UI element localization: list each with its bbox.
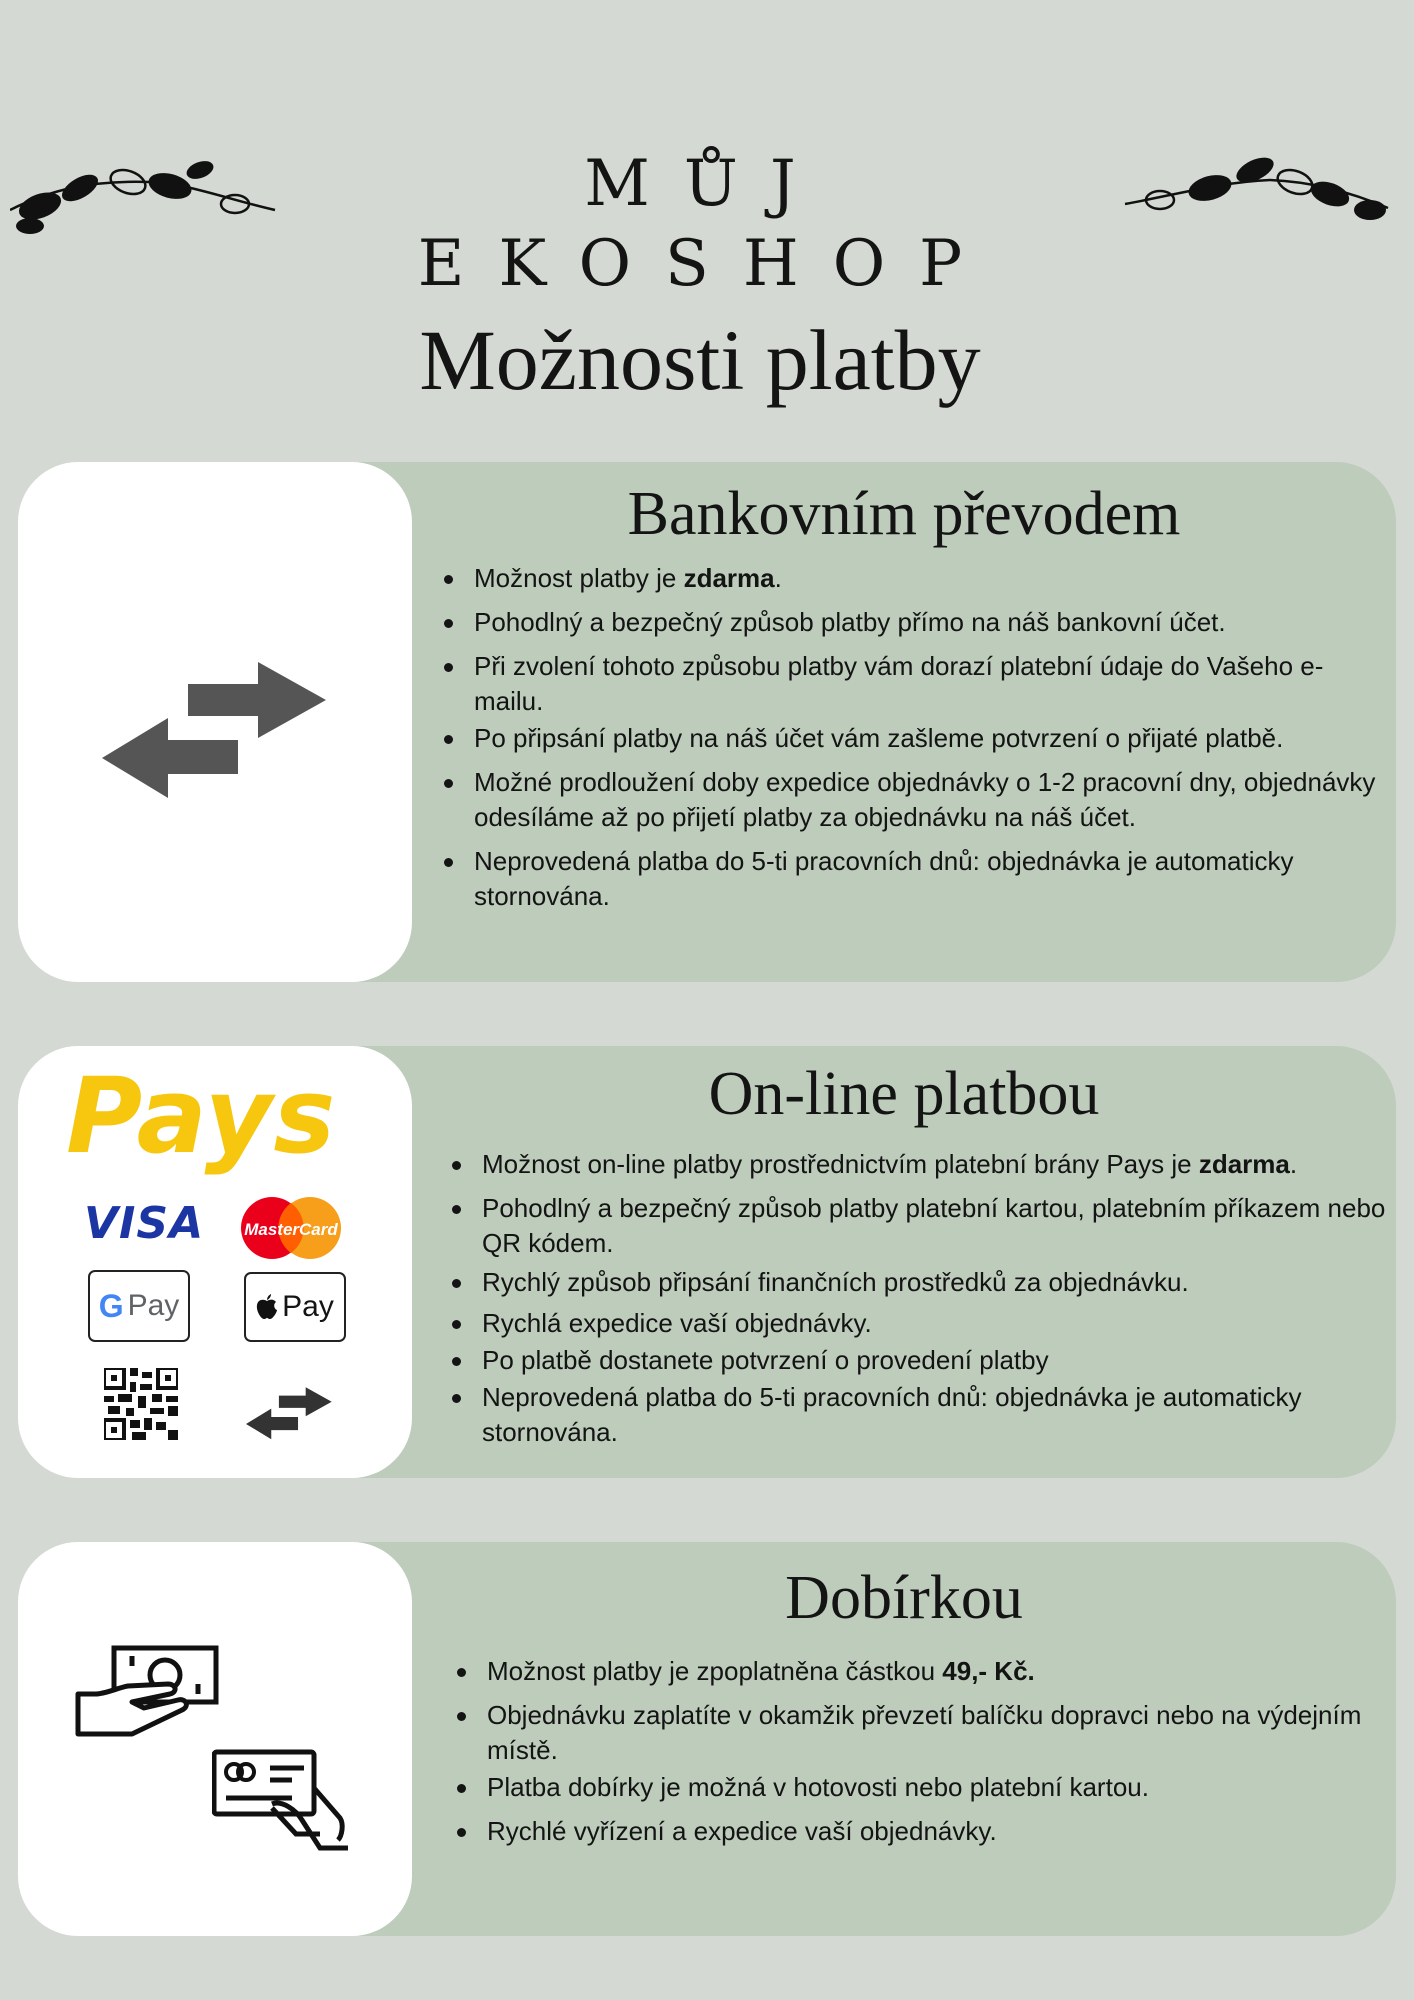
list-item: Neprovedená platba do 5-ti pracovních dnů: objednávka je automaticky stornována.	[439, 844, 1379, 914]
list-item: Neprovedená platba do 5-ti pracovních dnů: objednávka je automaticky stornována.	[447, 1380, 1387, 1450]
list-item: Rychlá expedice vaší objednávky.	[447, 1306, 1387, 1341]
leaf-vine-ornament-right	[1120, 140, 1390, 240]
leaf-vine-ornament-left	[10, 140, 280, 240]
list-item: Pohodlný a bezpečný způsob platby přímo na náš bankovní účet.	[439, 605, 1379, 640]
section-title: Bankovním převodem	[627, 480, 1181, 548]
google-pay-badge	[88, 1270, 190, 1342]
section-title: On-line platbou	[708, 1060, 1100, 1128]
apple-icon	[256, 1294, 278, 1320]
list-item: Rychlé vyřízení a expedice vaší objednávky.	[452, 1814, 1372, 1849]
cash-hand-icon	[74, 1642, 224, 1742]
bullet-list	[452, 1654, 1372, 1858]
google-g-icon: G	[98, 1287, 124, 1324]
list-item: Objednávku zaplatíte v okamžik převzetí balíčku dopravci nebo na výdejním místě.	[452, 1698, 1372, 1768]
mastercard-text: MasterCard	[244, 1220, 338, 1239]
list-item: Při zvolení tohoto způsobu platby vám dorazí platební údaje do Vašeho e-mailu.	[439, 649, 1379, 719]
section-bank-transfer	[18, 462, 1396, 982]
apple-pay-badge	[244, 1272, 346, 1342]
section-image-box	[18, 1046, 412, 1478]
bullet-list	[439, 561, 1379, 923]
list-item: Po připsání platby na náš účet vám zašleme potvrzení o přijaté platbě.	[439, 721, 1379, 756]
transfer-arrows-icon	[246, 1386, 334, 1442]
pays-logo: Pays	[66, 1055, 337, 1177]
qr-code-icon	[104, 1368, 178, 1440]
list-item: Rychlý způsob připsání finančních prostředků za objednávku.	[447, 1265, 1387, 1300]
bullet-list	[447, 1147, 1387, 1459]
list-item: Možnost on-line platby prostřednictvím platební brány Pays je zdarma.	[447, 1147, 1387, 1182]
section-online-payment	[18, 1046, 1396, 1478]
google-pay-text: Pay	[127, 1289, 180, 1322]
apple-pay-text: Pay	[282, 1290, 334, 1323]
list-item: Platba dobírky je možná v hotovosti nebo platební kartou.	[452, 1770, 1372, 1805]
list-item: Po platbě dostanete potvrzení o provedení platby	[447, 1343, 1387, 1378]
section-image-box	[18, 1542, 412, 1936]
page-title: Možnosti platby	[419, 312, 981, 408]
list-item: Možnost platby je zdarma.	[439, 561, 1379, 596]
section-image-box	[18, 462, 412, 982]
header	[0, 130, 1414, 301]
brand-name: MŮJ EKOSHOP	[417, 147, 997, 301]
card-hand-icon	[212, 1748, 352, 1858]
list-item: Možnost platby je zpoplatněna částkou 49,- Kč.	[452, 1654, 1372, 1689]
list-item: Pohodlný a bezpečný způsob platby platební kartou, platebním příkazem nebo QR kódem.	[447, 1191, 1387, 1261]
mastercard-logo	[240, 1196, 342, 1260]
transfer-arrows-icon	[102, 662, 332, 802]
list-item: Možné prodloužení doby expedice objednávky o 1-2 pracovní dny, objednávky odesíláme až po přijetí platby za objednávku na náš účet.	[439, 765, 1379, 835]
visa-logo: VISA	[84, 1198, 205, 1249]
section-cash-on-delivery	[18, 1542, 1396, 1936]
section-title: Dobírkou	[785, 1564, 1023, 1632]
